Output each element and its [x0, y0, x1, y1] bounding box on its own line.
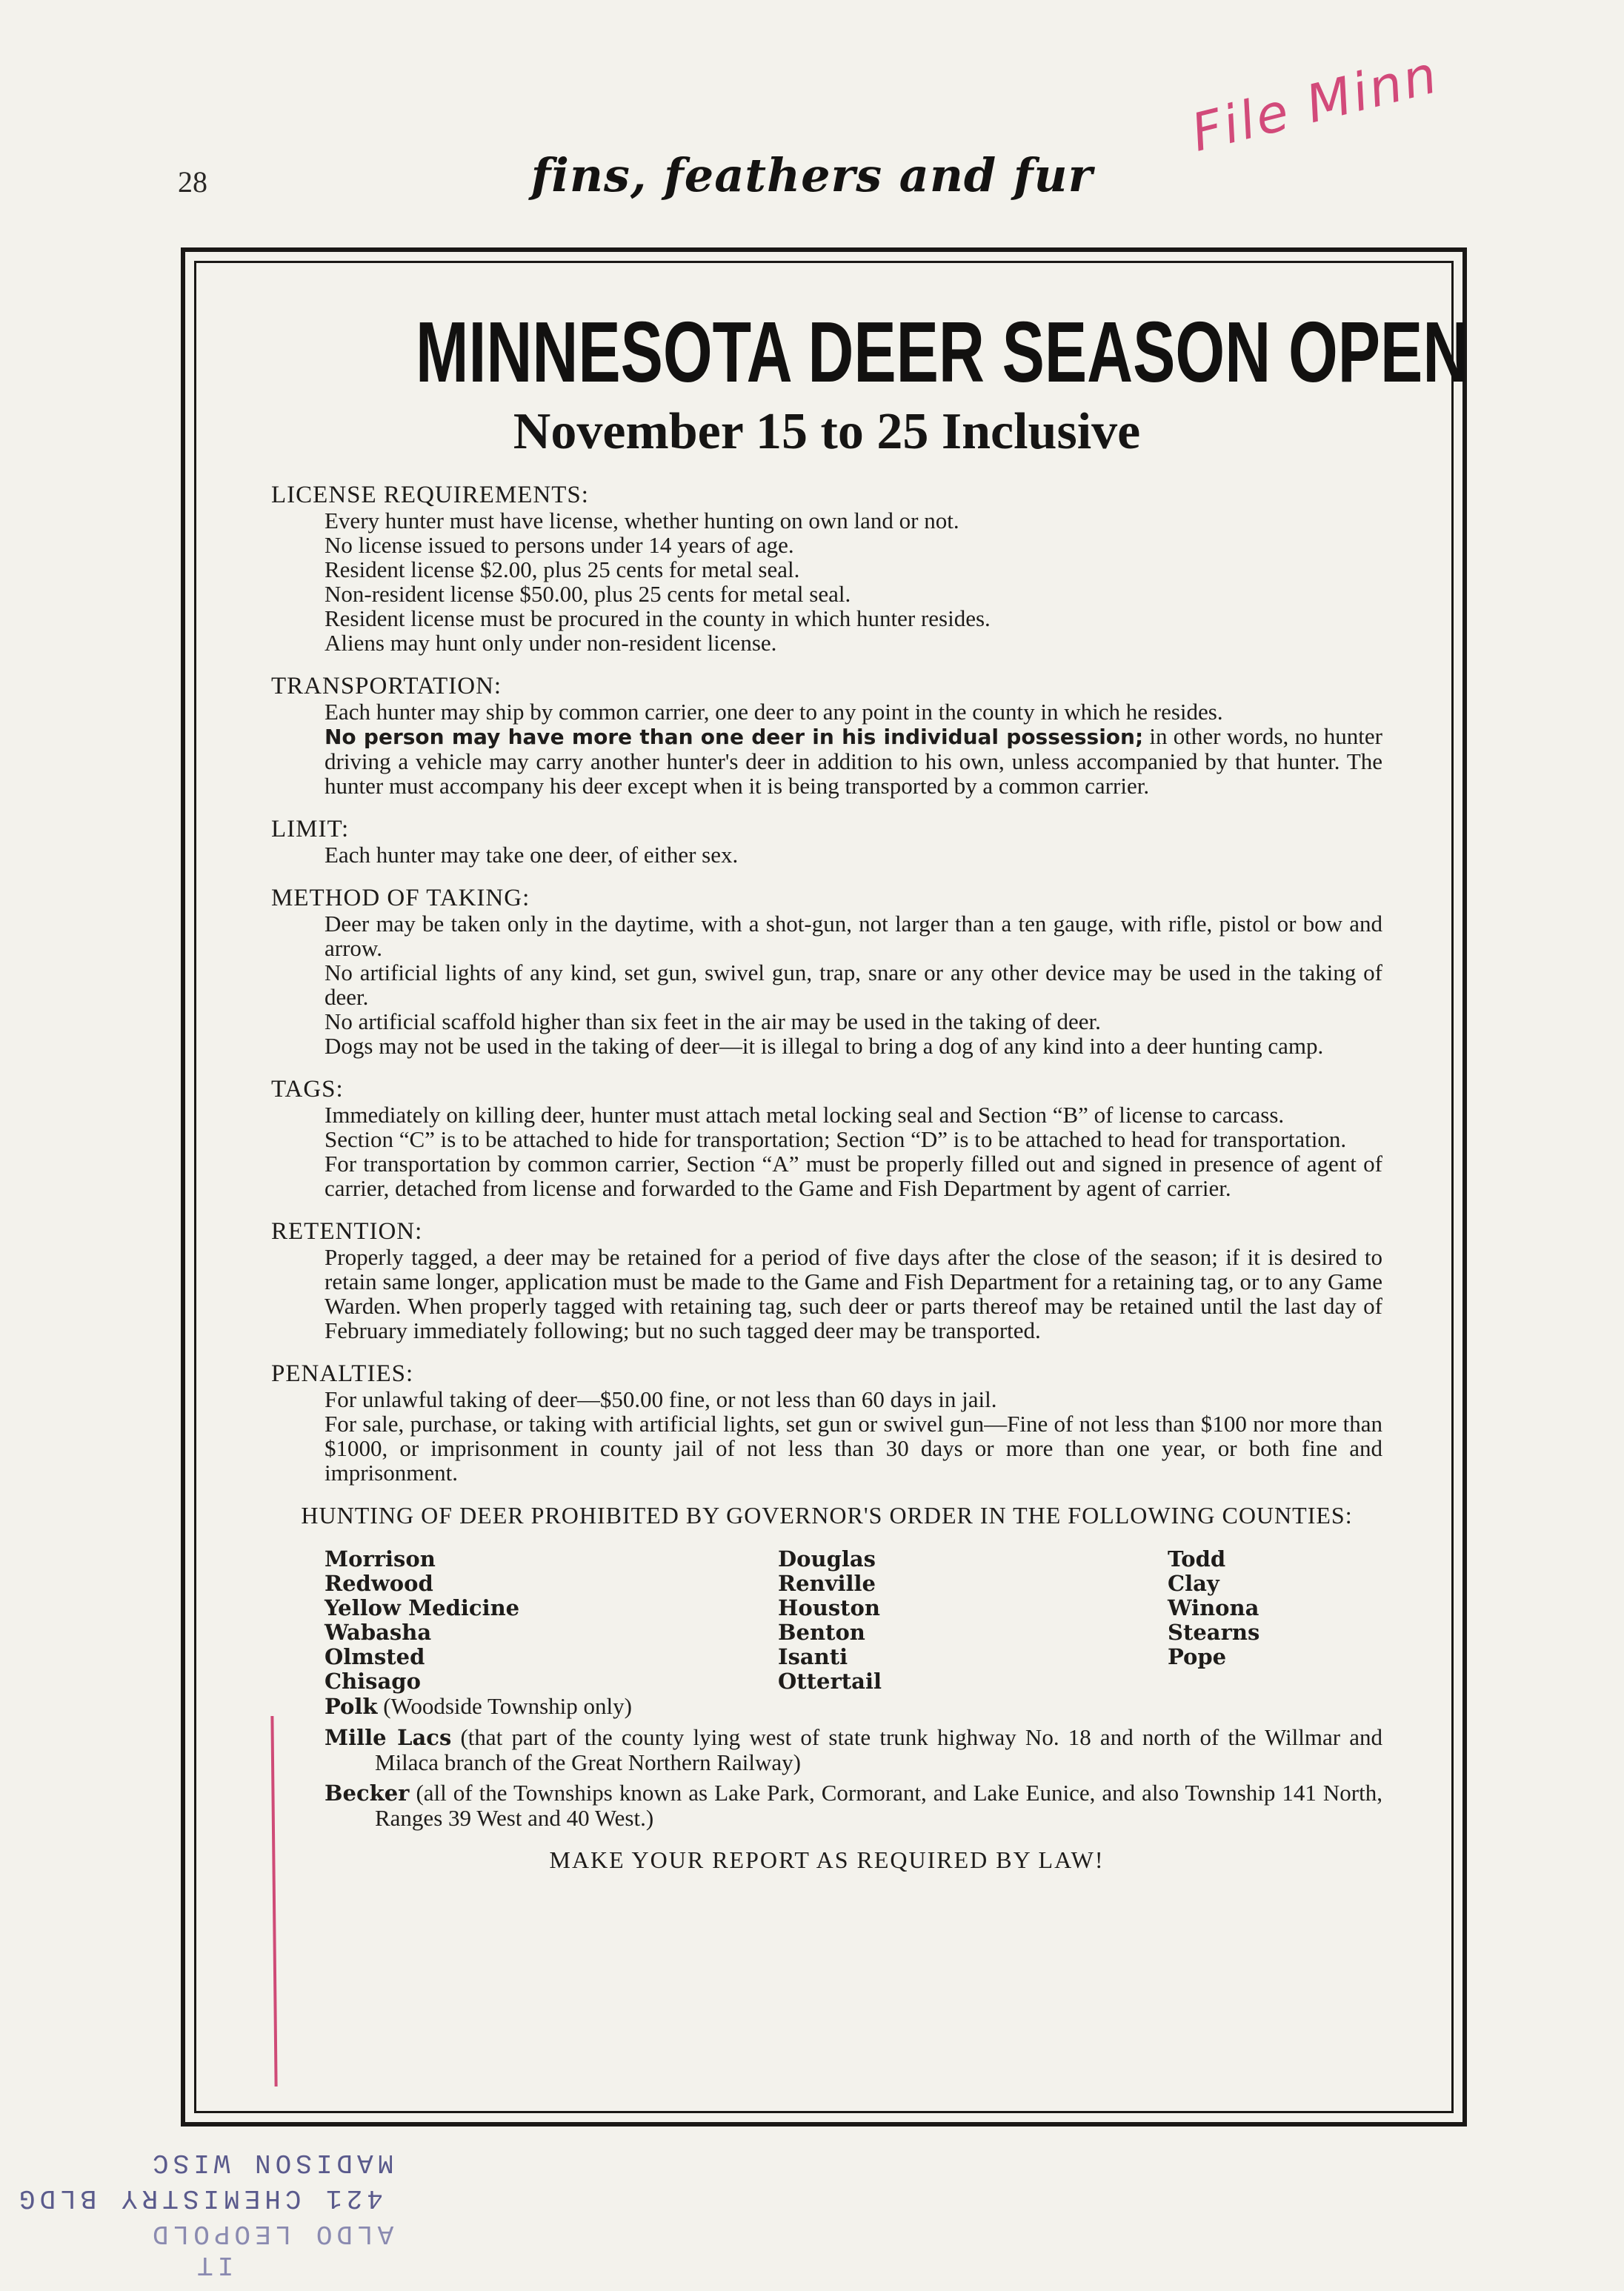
- county-name: Winona: [1168, 1595, 1259, 1620]
- penalties-section: [271, 1360, 1382, 1485]
- counties-heading: HUNTING OF DEER PROHIBITED BY GOVERNOR'S ORDER IN THE FOLLOWING COUNTIES:: [301, 1502, 1353, 1529]
- body-line: Deer may be taken only in the daytime, with a shot-gun, not larger than a ten gauge, with rifle, pistol or bow and arrow.: [325, 911, 1382, 961]
- county-name: Douglas: [778, 1546, 876, 1572]
- section-heading: LIMIT:: [271, 816, 350, 842]
- section-body: [325, 842, 1382, 867]
- body-line: For unlawful taking of deer—$50.00 fine, or not less than 60 days in jail.: [325, 1386, 997, 1412]
- page-number: 28: [178, 165, 207, 199]
- section-heading: LICENSE REQUIREMENTS:: [271, 482, 589, 508]
- section-body: [325, 1387, 1382, 1485]
- county-name: Olmsted: [325, 1644, 425, 1669]
- section-heading: METHOD OF TAKING:: [271, 885, 530, 911]
- county-name: Mille Lacs: [325, 1725, 452, 1750]
- section-heading: TRANSPORTATION:: [271, 673, 502, 699]
- season-dates: November 15 to 25 Inclusive: [513, 403, 1141, 460]
- county-name: Redwood: [325, 1571, 433, 1596]
- counties-column: [1168, 1547, 1390, 1694]
- method-section: [271, 885, 1382, 1058]
- body-line: Dogs may not be used in the taking of deer—it is illegal to bring a dog of any kind into a deer hunting camp.: [325, 1033, 1324, 1059]
- county-name: Wabasha: [325, 1620, 432, 1645]
- stamp-line: ALDO LEOPOLD: [148, 2218, 394, 2249]
- county-name: Clay: [1168, 1571, 1219, 1596]
- county-name: Morrison: [325, 1546, 436, 1572]
- counties-column: [778, 1547, 1168, 1694]
- handwritten-annotation: File Minn: [1185, 43, 1445, 164]
- tags-section: [271, 1076, 1382, 1200]
- body-line: For transportation by common carrier, Section “A” must be properly filled out and signed in presence of agent of carrier, detached from license and forwarded to the Game and Fish Department by agent of carrier.: [325, 1151, 1382, 1201]
- county-name: Renville: [778, 1571, 876, 1596]
- notice-headline: MINNESOTA DEER SEASON OPEN: [416, 304, 1469, 400]
- magazine-masthead: fins, feathers and fur: [530, 148, 1094, 202]
- body-line: Non-resident license $50.00, plus 25 cents for metal seal.: [325, 581, 851, 607]
- county-note-mille-lacs: [325, 1725, 1382, 1775]
- county-restriction: (all of the Townships known as Lake Park, Cormorant, and Lake Eunice, and also Township 141 North, Ranges 39 West and 40 West.): [375, 1780, 1382, 1831]
- section-body: [325, 508, 1382, 655]
- body-line: Immediately on killing deer, hunter must attach metal locking seal and Section “B” of license to carcass.: [325, 1102, 1285, 1128]
- section-body: [325, 699, 1382, 798]
- body-line: Each hunter may take one deer, of either sex.: [325, 842, 739, 868]
- stamp-line: IT: [193, 2250, 234, 2280]
- county-name: Pope: [1168, 1644, 1227, 1669]
- section-heading: RETENTION:: [271, 1218, 423, 1245]
- body-line: Resident license must be procured in the county in which hunter resides.: [325, 605, 991, 631]
- section-heading: TAGS:: [271, 1076, 344, 1103]
- transportation-section: [271, 673, 1382, 798]
- body-line: No artificial scaffold higher than six feet in the air may be used in the taking of deer.: [325, 1008, 1101, 1034]
- county-note-becker: [325, 1780, 1382, 1830]
- section-heading: PENALTIES:: [271, 1360, 414, 1387]
- body-line: No license issued to persons under 14 years of age.: [325, 532, 794, 558]
- closing-notice: MAKE YOUR REPORT AS REQUIRED BY LAW!: [549, 1846, 1105, 1873]
- county-name: Chisago: [325, 1669, 421, 1694]
- county-restriction: (that part of the county lying west of state trunk highway No. 18 and north of the Willmar and Milaca branch of the Great Northern Railway): [375, 1724, 1382, 1775]
- county-name: Todd: [1168, 1546, 1226, 1572]
- body-line: Resident license $2.00, plus 25 cents for metal seal.: [325, 556, 800, 582]
- notice-content: [271, 296, 1469, 1874]
- body-line: [325, 724, 1382, 798]
- body-line: Aliens may hunt only under non-resident license.: [325, 630, 777, 656]
- county-note-polk: [325, 1694, 1382, 1719]
- body-line: No artificial lights of any kind, set gun, swivel gun, trap, snare or any other device may be used in the taking of deer.: [325, 960, 1382, 1010]
- body-line: For sale, purchase, or taking with artificial lights, set gun or swivel gun—Fine of not less than $100 nor more than $1000, or imprisonment in county jail of not less than 30 days or more than one year, or both fine and imprisonment.: [325, 1411, 1382, 1486]
- body-line: Each hunter may ship by common carrier, one deer to any point in the county in which he resides.: [325, 699, 1223, 725]
- county-name: Yellow Medicine: [325, 1595, 520, 1620]
- county-name: Polk: [325, 1694, 378, 1719]
- county-restriction: (Woodside Township only): [377, 1693, 632, 1719]
- body-text: in other words, no hunter driving a vehicle may carry another hunter's deer in addition to his own, unless accompanied by that hunter. The hunter must accompany his deer except when it is being transported by a common carrier.: [325, 723, 1382, 799]
- body-line: Every hunter must have license, whether hunting on own land or not.: [325, 508, 959, 533]
- license-section: [271, 482, 1382, 655]
- counties-column: [325, 1547, 778, 1694]
- body-line: Section “C” is to be attached to hide for transportation; Section “D” is to be attached to head for transportation.: [325, 1126, 1347, 1152]
- county-name: Benton: [778, 1620, 865, 1645]
- county-name: Stearns: [1168, 1620, 1260, 1645]
- emphasis-text: No person may have more than one deer in his individual possession;: [325, 725, 1144, 749]
- body-line: Properly tagged, a deer may be retained for a period of five days after the close of the season; if it is desired to retain same longer, application must be made to the Game and Fish Department for a retaining tag, or to any Game Warden. When properly tagged with retaining tag, such deer or parts thereof may be retained until the last day of February immediately following; but no such tagged deer may be transported.: [325, 1244, 1382, 1343]
- county-name: Ottertail: [778, 1669, 882, 1694]
- retention-section: [271, 1218, 1382, 1343]
- section-body: [325, 911, 1382, 1058]
- library-stamp: [0, 2141, 459, 2280]
- county-name: Houston: [778, 1595, 880, 1620]
- section-body: [325, 1245, 1382, 1343]
- limit-section: [271, 816, 1382, 867]
- section-body: [325, 1103, 1382, 1200]
- county-name: Becker: [325, 1780, 410, 1806]
- counties-list: [325, 1547, 1382, 1694]
- stamp-line: 421 CHEMISTRY BLDG: [15, 2183, 383, 2213]
- stamp-line: MADISON WISC: [148, 2147, 394, 2178]
- county-name: Isanti: [778, 1644, 848, 1669]
